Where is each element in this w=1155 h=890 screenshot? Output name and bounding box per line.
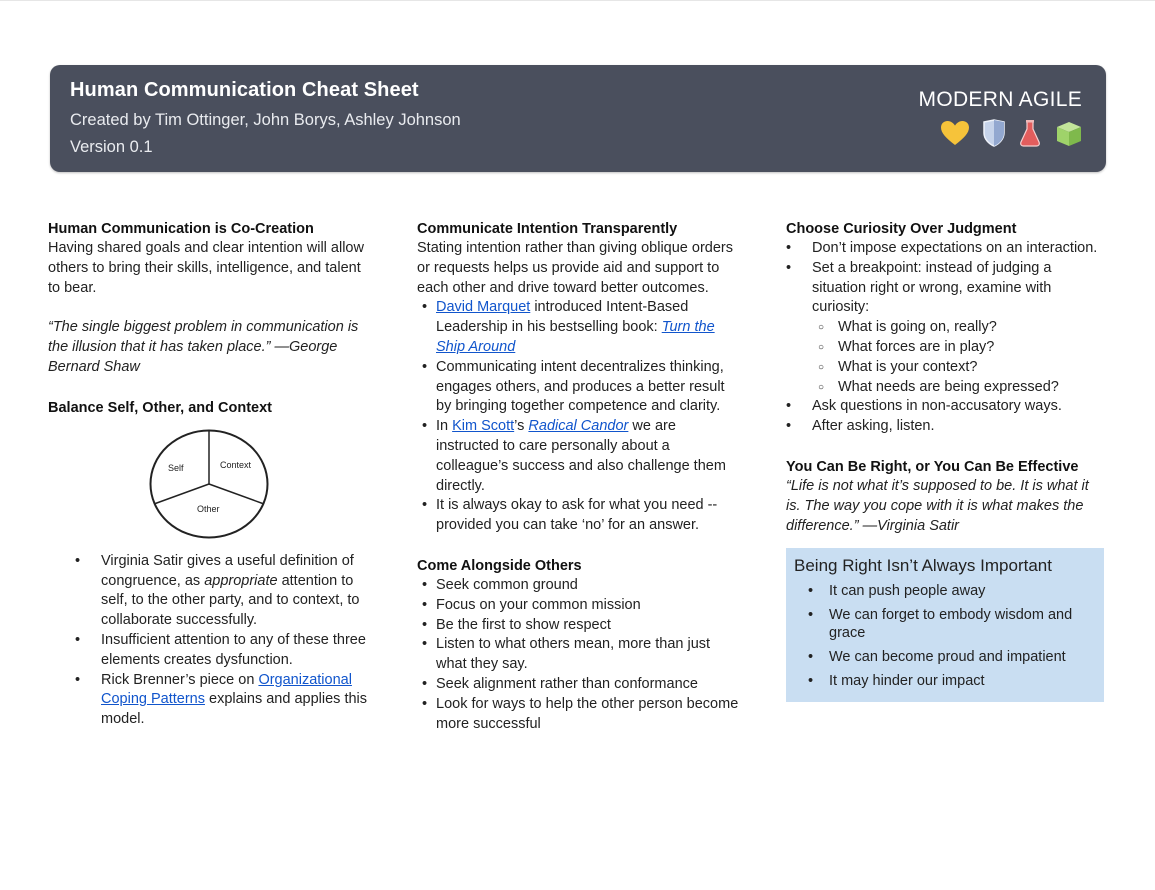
intention-list [417, 298, 742, 536]
section-heading-curiosity: Choose Curiosity Over Judgment [786, 221, 1017, 237]
brand-icons [940, 119, 1084, 147]
header-banner [50, 65, 1106, 172]
list-item: • Set a breakpoint: instead of judging a situation right or wrong, examine with curiosity: ○ What is going on, really? ○ What forces are in play? ○ What is your context? ○ What needs are being expressed? [786, 259, 1106, 398]
sub-list-item: ○ What is going on, really? [786, 318, 1106, 338]
list-item: • Ask questions in non-accusatory ways. [786, 397, 1106, 417]
section-heading-right-or-effective: You Can Be Right, or You Can Be Effective [786, 458, 1079, 475]
list-item: • We can become proud and impatient [794, 648, 1096, 666]
column-right [786, 219, 1106, 702]
version-label: Version 0.1 [70, 138, 153, 156]
radical-candor-link[interactable]: Radical Candor [528, 418, 629, 435]
page-top-divider [0, 0, 1155, 1]
section-heading-co-creation: Human Communication is Co-Creation [48, 221, 314, 237]
turn-the-ship-around-link[interactable]: Turn the Ship Around [436, 319, 715, 355]
pie-label-other: Other [197, 503, 220, 514]
list-item: • Look for ways to help the other person become more successful [417, 695, 742, 735]
self-other-context-diagram [148, 428, 270, 540]
section-heading-alongside: Come Alongside Others [417, 557, 582, 574]
alongside-list [417, 576, 742, 734]
callout-box [786, 548, 1104, 702]
list-item: • Rick Brenner’s piece on Organizational Coping Patterns explains and applies this model. [48, 671, 373, 730]
box-icon [1054, 119, 1084, 147]
kim-scott-link[interactable]: Kim Scott [452, 418, 515, 435]
list-item: • We can forget to embody wisdom and grace [794, 606, 1096, 642]
authors-line: Created by Tim Ottinger, John Borys, Ashley Johnson [70, 111, 461, 129]
list-item: • It is always okay to ask for what you need -- provided you can take ‘no’ for an answer. [417, 496, 742, 536]
shield-icon [982, 119, 1006, 147]
section-heading-balance: Balance Self, Other, and Context [48, 399, 272, 416]
intention-text: Stating intention rather than giving oblique orders or requests helps us provide aid and support to each other and drive toward better outcomes. [417, 240, 733, 296]
list-item: • Virginia Satir gives a useful definition of congruence, as appropriate attention to self, to the other party, and to context, to collaborate successfully. [48, 552, 373, 631]
pie-label-context: Context [220, 459, 252, 470]
heart-icon [940, 120, 970, 146]
curiosity-list [786, 239, 1106, 437]
list-item: • In Kim Scott’s Radical Candor we are instructed to care personally about a colleague’s success and also challenge them directly. [417, 417, 742, 496]
list-item: • Insufficient attention to any of these three elements creates dysfunction. [48, 631, 373, 671]
callout-list [794, 582, 1096, 690]
list-item: • It may hinder our impact [794, 672, 1096, 690]
page-title: Human Communication Cheat Sheet [70, 79, 419, 101]
list-item: • Don’t impose expectations on an interaction. [786, 239, 1106, 259]
satir-quote: “Life is not what it’s supposed to be. It is what it is. The way you cope with it is what makes the difference.” —Virginia Satir [786, 477, 1089, 534]
list-item: • Focus on your common mission [417, 596, 742, 616]
sub-list-item: ○ What forces are in play? [786, 338, 1106, 358]
list-item: • After asking, listen. [786, 417, 1106, 437]
org-coping-patterns-link[interactable]: Organizational Coping Patterns [101, 671, 352, 708]
balance-list [48, 552, 373, 730]
callout-title: Being Right Isn’t Always Important [794, 556, 1052, 576]
david-marquet-link[interactable]: David Marquet [436, 299, 531, 316]
list-item: • Communicating intent decentralizes thinking, engages others, and produces a better result by bringing together competence and clarity. [417, 358, 742, 417]
list-item: • Be the first to show respect [417, 616, 742, 636]
column-left [48, 219, 373, 730]
list-item: • David Marquet introduced Intent-Based Leadership in his bestselling book: Turn the Ship Around [417, 298, 742, 357]
list-item: • Seek alignment rather than conformance [417, 675, 742, 695]
section-heading-intention: Communicate Intention Transparently [417, 221, 678, 237]
co-creation-text: Having shared goals and clear intention will allow others to bring their skills, intelligence, and talent to bear. [48, 240, 364, 296]
list-item: • It can push people away [794, 582, 1096, 600]
flask-icon [1018, 119, 1042, 147]
list-item: • Seek common ground [417, 576, 742, 596]
column-middle [417, 219, 742, 734]
pie-label-self: Self [168, 462, 184, 473]
curiosity-sublist [786, 318, 1106, 397]
list-item: • Listen to what others mean, more than just what they say. [417, 635, 742, 675]
shaw-quote: “The single biggest problem in communication is the illusion that it has taken place.” —George Bernard Shaw [48, 319, 359, 375]
sub-list-item: ○ What needs are being expressed? [786, 378, 1106, 398]
sub-list-item: ○ What is your context? [786, 358, 1106, 378]
brand-logo-text: MODERN AGILE [918, 88, 1082, 111]
